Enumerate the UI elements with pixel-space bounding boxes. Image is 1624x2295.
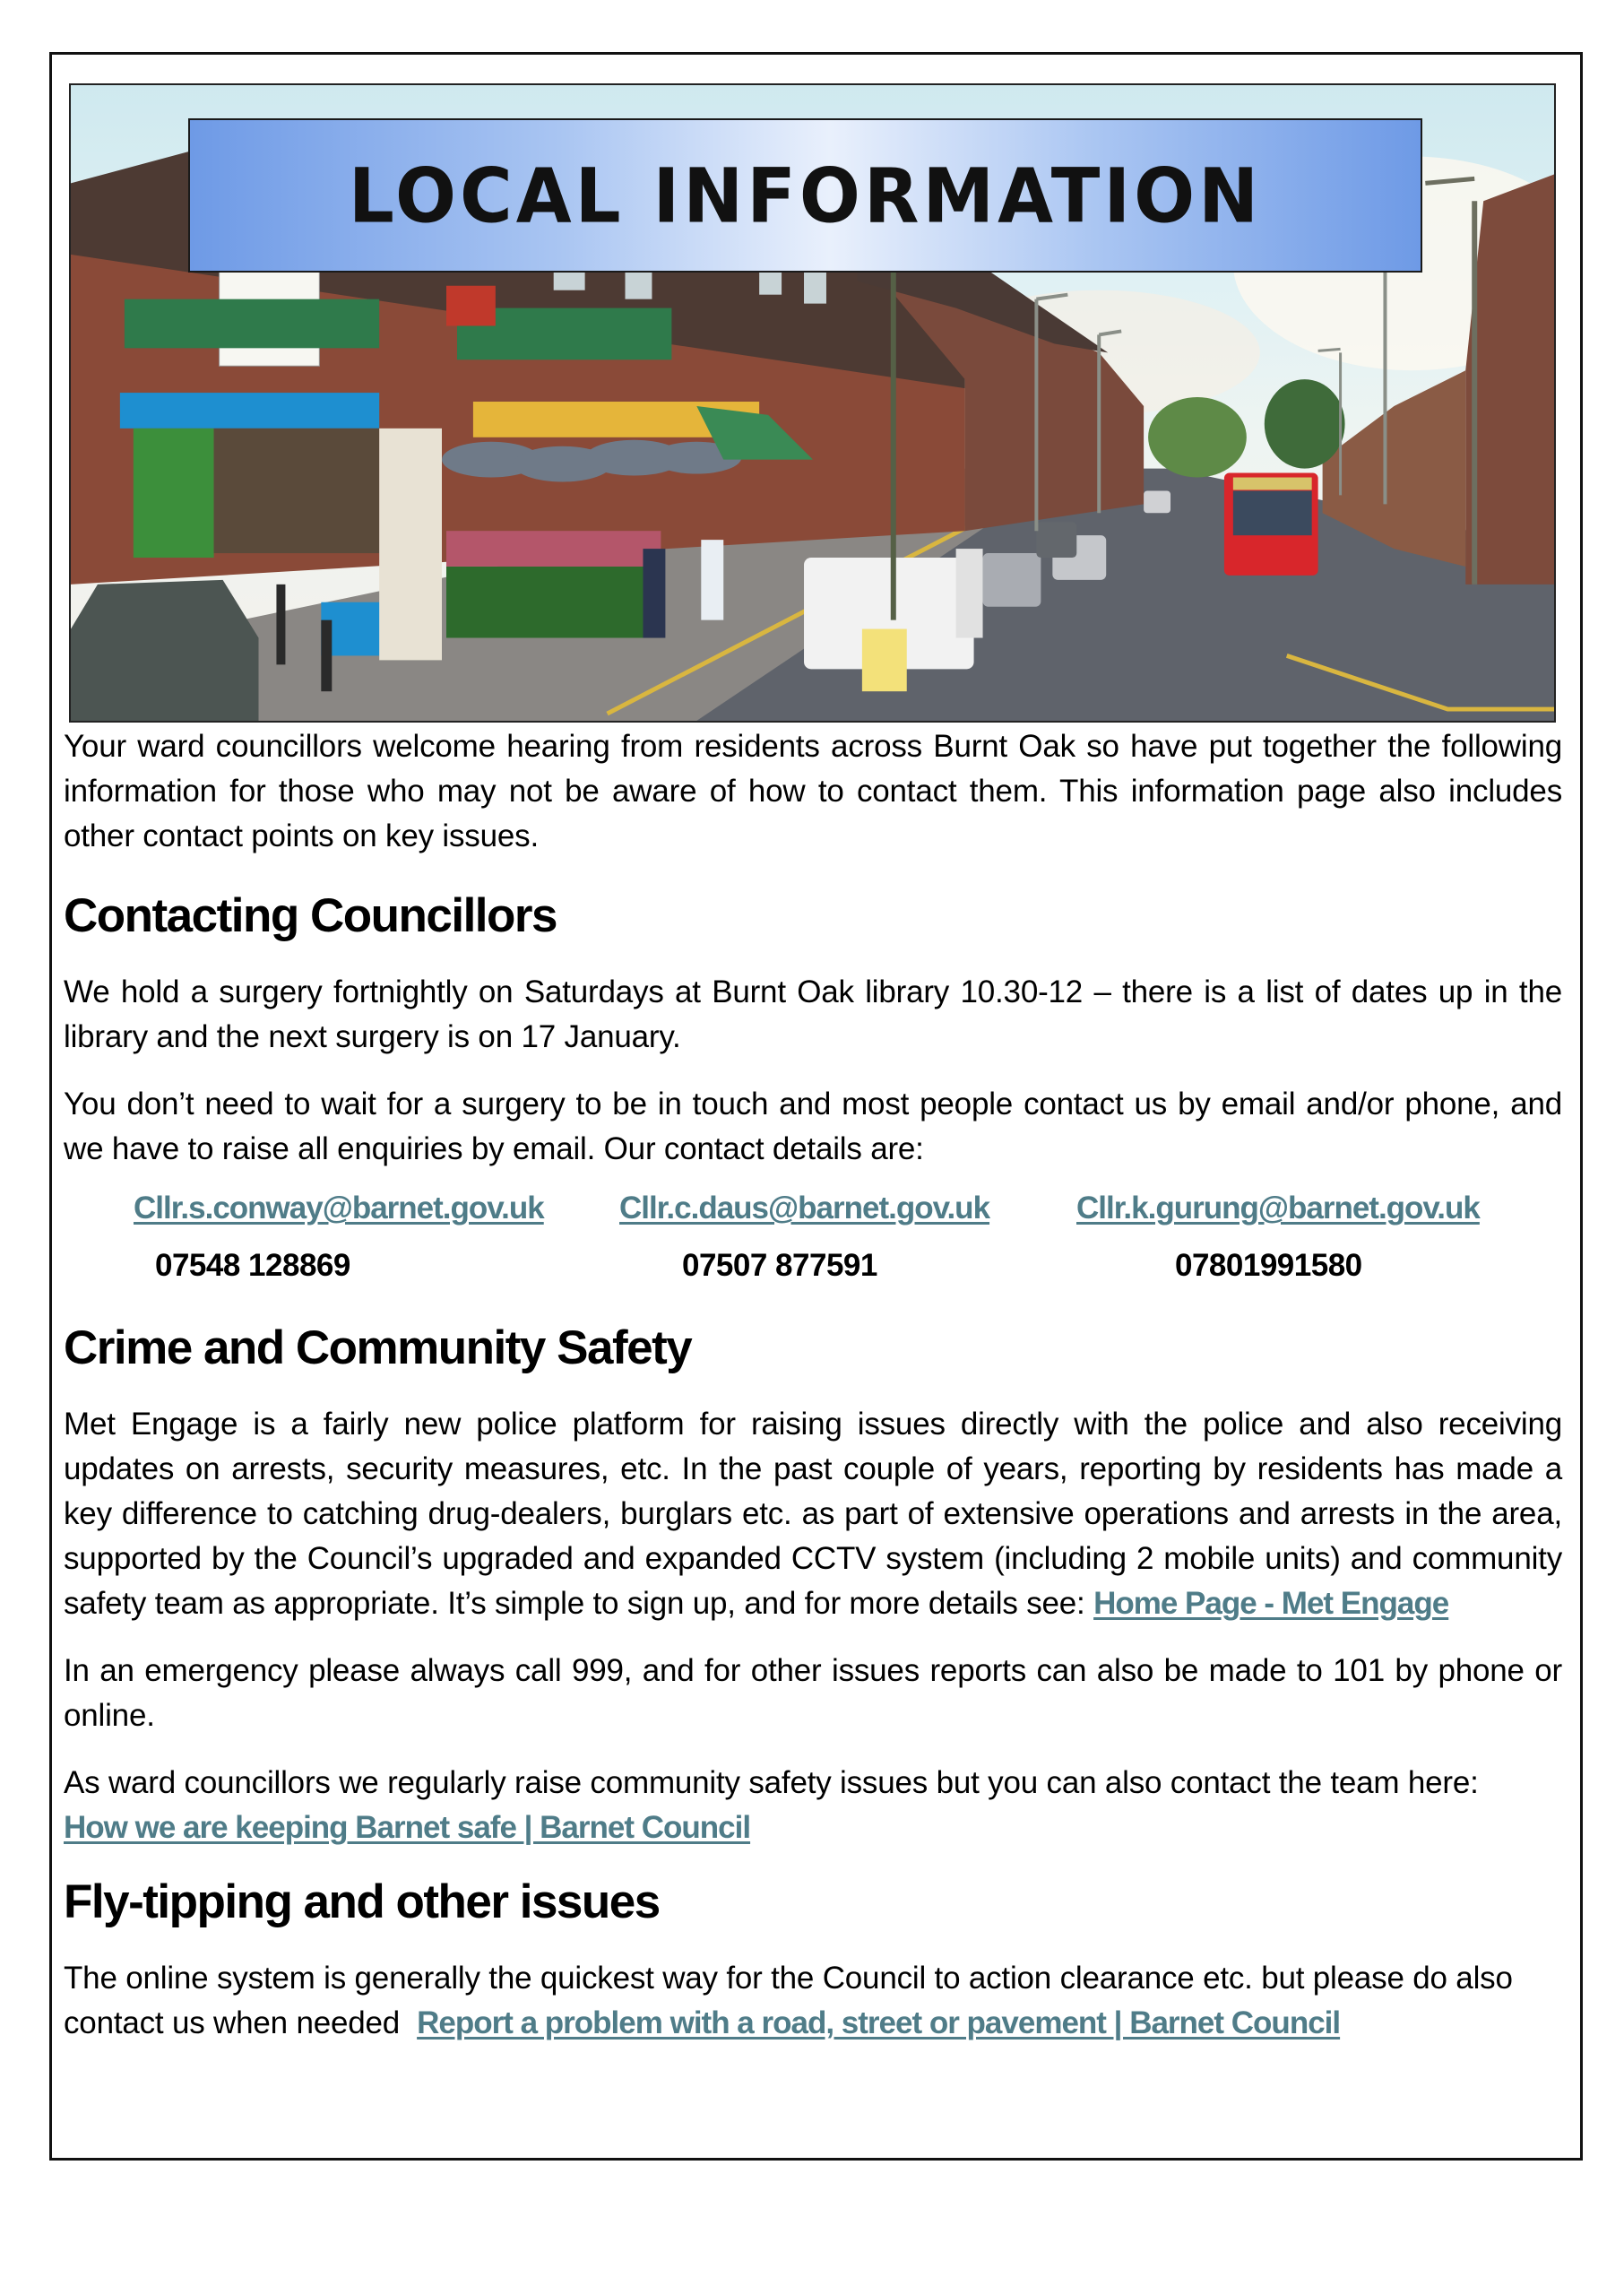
councillor-contact [619, 1191, 989, 1284]
fly-tipping-text: The online system is generally the quickest way for the Council to action clearance etc. but please do also contact us when needed [64, 1961, 1513, 2040]
councillor-email-link[interactable]: Cllr.k.gurung@barnet.gov.uk [1076, 1191, 1480, 1225]
councillor-phone: 07507 877591 [682, 1248, 877, 1283]
local-information-banner [188, 118, 1422, 273]
met-engage-text: Met Engage is a fairly new police platform for raising issues directly with the police and also receiving updates on arrests, security measures, etc. In the past couple of years, reporting by residents has made a key difference to catching drug-dealers, burglars etc. as part of extensive operations and arrests in the area, supported by the Council’s upgraded and expanded CCTV system (including 2 mobile units) and community safety team as appropriate. It’s simple to sign up, and for more details see: [64, 1407, 1562, 1621]
emergency-paragraph: In an emergency please always call 999, and for other issues reports can also be made to 101 by phone or online. [64, 1653, 1562, 1733]
councillor-email-link[interactable]: Cllr.s.conway@barnet.gov.uk [134, 1191, 544, 1225]
barnet-safe-link[interactable]: How we are keeping Barnet safe | Barnet Council [64, 1810, 751, 1845]
intro-paragraph: Your ward councillors welcome hearing from residents across Burnt Oak so have put together the following information for those who may not be aware of how to contact them. This information page also includes other contact points on key issues. [64, 729, 1562, 853]
hero-photo [69, 83, 1556, 723]
section-crime-community-safety [64, 1321, 1562, 1850]
community-safety-paragraph [64, 1761, 1562, 1850]
main-content [64, 724, 1562, 2068]
contact-paragraph: You don’t need to wait for a surgery to be in touch and most people contact us by email and/or phone, and we have to raise all enquiries by email. Our contact details are: [64, 1087, 1562, 1166]
section-fly-tipping [64, 1875, 1562, 2046]
councillor-contact [134, 1191, 544, 1284]
surgery-paragraph: We hold a surgery fortnightly on Saturdays at Burnt Oak library 10.30-12 – there is a list of dates up in the library and the next surgery is on 17 January. [64, 974, 1562, 1054]
community-safety-text: As ward councillors we regularly raise community safety issues but you can also contact the team here: [64, 1765, 1479, 1800]
met-engage-paragraph [64, 1402, 1562, 1626]
banner-title: LOCAL INFORMATION [348, 152, 1263, 239]
councillor-phone: 07801991580 [1175, 1248, 1362, 1283]
councillor-phone: 07548 128869 [155, 1248, 350, 1283]
met-engage-link[interactable]: Home Page - Met Engage [1093, 1586, 1449, 1621]
report-problem-link[interactable]: Report a problem with a road, street or pavement | Barnet Council [417, 2005, 1341, 2040]
councillor-email-link[interactable]: Cllr.c.daus@barnet.gov.uk [619, 1191, 990, 1225]
section-heading: Crime and Community Safety [64, 1321, 692, 1374]
councillor-contacts [64, 1191, 1562, 1318]
councillor-contact [1076, 1191, 1480, 1284]
fly-tipping-paragraph [64, 1956, 1562, 2046]
section-heading: Fly-tipping and other issues [64, 1875, 660, 1928]
section-contacting-councillors [64, 889, 1562, 1318]
section-heading: Contacting Councillors [64, 889, 557, 942]
